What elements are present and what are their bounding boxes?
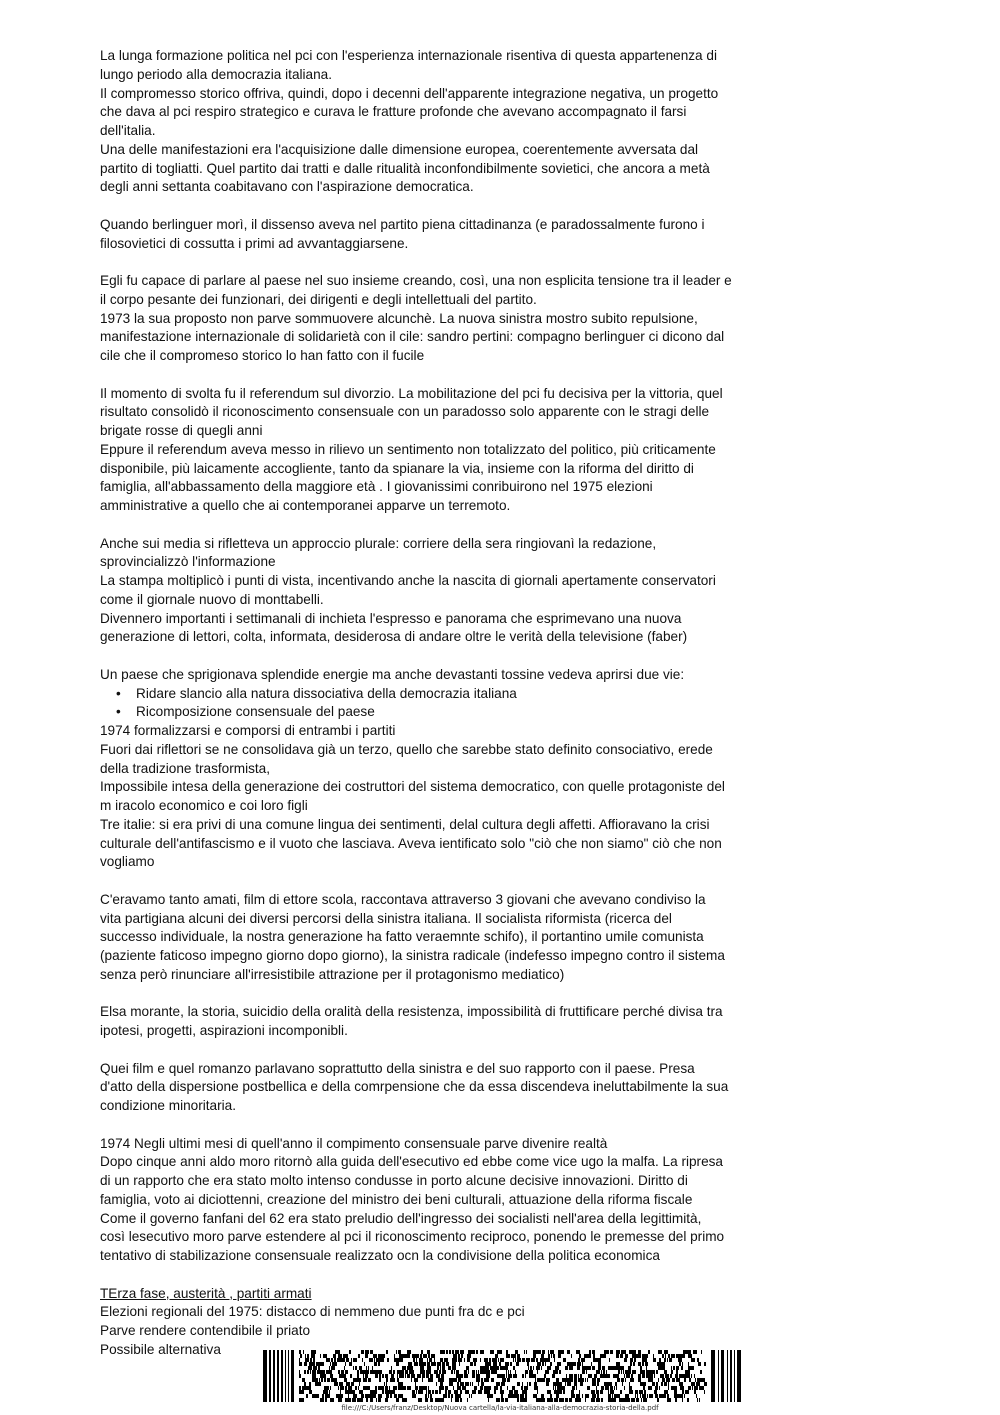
text-line: cile che il compromeso storico lo han fatto con il fucile [100,348,425,363]
text-line: Dopo cinque anni aldo moro ritornò alla guida dell'esecutivo ed ebbe come vice ugo la malfa. La ripresa [100,1154,723,1170]
text-line: sprovincializzò l'informazione [100,554,276,570]
text-line: (paziente faticoso impegno giorno dopo giorno), la sinistra radicale (indefesso impegno contro il sistema [100,948,725,963]
text-line: La lunga formazione politica nel pci con l'esperienza internazionale risentiva di questa appartenenza di [100,48,717,63]
paragraph [100,1003,755,1041]
text-line: successo individuale, la nostra generazione ha fatto veraemnte schifo), il portantino umile comunista [100,929,704,945]
text-line: il corpo pesante dei funzionari, dei dirigenti e degli intellettuali del partito. [100,291,537,307]
text-line: Egli fu capace di parlare al paese nel suo insieme creando, così, una non esplicita tensione tra il leader e [100,273,732,288]
text-line: famiglia, all'abbassamento della maggiore età . I giovanissimi conribuirono nel 1975 elezioni [100,479,653,495]
text-line: come il giornale nuovo di monttabelli. [100,591,324,607]
text-line: Elezioni regionali del 1975: distacco di nemmeno due punti fra dc e pci [100,1304,525,1320]
text-line: famiglia, voto ai diciottenni, creazione del ministro dei beni culturali, attuazione della riforma fiscale [100,1191,693,1207]
text-line: Il compromesso storico offriva, quindi, dopo i decenni dell'apparente integrazione negativa, un progetto [100,85,719,101]
text-line: degli anni settanta coabitavano con l'aspirazione democratica. [100,179,474,195]
text-line: risultato consolidò il riconoscimento consensuale con un paradosso solo apparente con le stragi delle [100,404,710,420]
text-line: partito di togliatti. Quel partito dai tratti e dalle ritualità inconfondibilmente sovietici, che ancora a metà [100,160,710,176]
paragraph [100,47,755,197]
footer-file-path: file:///C:/Users/franz/Desktop/Nuova cartella/la-via-italiana-alla-democrazia-storia-della.pdf [341,1404,659,1412]
text-line: Parve rendere contendibile il priato [100,1323,311,1338]
text-line: amministrative a quello che ai contemporanei apparve un terremoto. [100,498,511,513]
text-line: Quei film e quel romanzo parlavano soprattutto della sinistra e del suo rapporto con il paese. Presa [100,1060,695,1076]
text-line: Possibile alternativa [100,1341,221,1357]
text-line: dell'italia. [100,123,156,138]
text-line: ipotesi, progetti, aspirazioni incomponibli. [100,1023,348,1038]
text-line: culturale dell'antifascismo e il vuoto che lasciava. Aveva ientificato solo "ciò che non siamo" ciò che non [100,835,722,851]
text-line: Impossibile intesa della generazione dei costruttori del sistema democratico, con quelle protagoniste del [100,779,725,795]
paragraph [100,1135,755,1266]
text-line: 1973 la sua proposto non parve sommuovere alcunchè. La nuova sinistra mostro subito repulsione, [100,310,698,326]
text-line: brigate rosse di quegli anni [100,423,263,438]
text-line: vogliamo [100,854,155,870]
text-line: Come il governo fanfani del 62 era stato preludio dell'ingresso dei socialisti nell'area della legittimità, [100,1210,702,1226]
text-line: che dava al pci respiro strategico e curava le fratture profonde che avevano accompagnato il farsi [100,104,687,120]
text-line: senza però rinunciare all'irresistibile attrazione per il protagonismo mediatico) [100,966,565,982]
text-line: Anche sui media si rifletteva un approccio plurale: corriere della sera ringiovanì la redazione, [100,535,657,551]
document-body [100,47,755,1360]
text-line: Elsa morante, la storia, suicidio della oralità della resistenza, impossibilità di fruttificare perché divisa tra [100,1004,723,1020]
bullet-item: • Ridare slancio alla natura dissociativa della democrazia italiana [100,685,755,704]
text-line: lungo periodo alla democrazia italiana. [100,66,332,82]
section [100,1285,755,1360]
text-line: 1974 formalizzarsi e comporsi di entrambi i partiti [100,723,396,738]
paragraph [100,1060,755,1116]
text-line: 1974 Negli ultimi mesi di quell'anno il compimento consensuale parve divenire realtà [100,1135,608,1151]
text-line: Fuori dai riflettori se ne consolidava già un terzo, quello che sarebbe stato definito consociativo, erede [100,741,713,757]
text-line: tentativo di stabilizazione consensuale realizzato ocn la condivisione della politica economica [100,1248,660,1263]
text-line: così lesecutivo moro parve estendere al pci il riconoscimento reciproco, ponendo le premesse del primo [100,1229,725,1245]
paragraph [100,535,755,648]
text-line: di un rapporto che era stato molto intenso condusse in porto alcune decisive innovazioni. Diritto di [100,1173,688,1188]
text-line: disponibile, più laicamente accogliente, tanto da spianare la via, insieme con la riforma del diritto di [100,460,694,476]
paragraph [100,666,755,872]
text-line: La stampa moltiplicò i punti di vista, incentivando anche la nascita di giornali apertamente conservatori [100,573,716,588]
text-line: Divennero importanti i settimanali di inchieta l'espresso e panorama che esprimevano una nuova [100,610,682,626]
text-line: della tradizione trasformista, [100,760,270,776]
paragraph [100,385,755,516]
text-line: manifestazione internazionale di solidarietà con il cile: sandro pertini: compagno berlinguer ci dicono dal [100,329,725,345]
text-line: filosovietici di cossutta i primi ad avvantaggiarsene. [100,235,409,251]
text-line: Una delle manifestazioni era l'acquisizione dalle dimensione europea, coerentemente avversata dal [100,141,699,157]
text-line: C'eravamo tanto amati, film di ettore scola, raccontava attraverso 3 giovani che avevano condiviso la [100,891,706,907]
text-line: m iracolo economico e coi loro figli [100,798,308,813]
text-line: d'atto della dispersione postbellica e della comrpensione che da essa discendeva ineluttabilmente la sua [100,1079,729,1095]
section-heading: TErza fase, austerità , partiti armati [100,1285,312,1301]
text-line: Un paese che sprigionava splendide energie ma anche devastanti tossine vedeva aprirsi due vie: [100,666,685,682]
text-line: generazione di lettori, colta, informata, desiderosa di andare oltre le verità della televisione (faber) [100,629,688,645]
paragraph [100,216,755,254]
bullet-item: • Ricomposizione consensuale del paese [100,703,755,722]
paragraph [100,891,755,985]
text-line: vita partigiana alcuni dei diversi percorsi della sinistra italiana. Il socialista riformista (ricerca del [100,910,672,926]
paragraph [100,272,755,366]
text-line: condizione minoritaria. [100,1098,237,1113]
text-line: Il momento di svolta fu il referendum sul divorzio. La mobilitazione del pci fu decisiva per la vittoria, quel [100,385,723,401]
text-line: Eppure il referendum aveva messo in rilievo un sentimento non totalizzato del politico, più criticamente [100,441,716,457]
text-line: Quando berlinguer morì, il dissenso aveva nel partito piena cittadinanza (e paradossalmente furono i [100,216,705,232]
pdf417-barcode-icon [263,1350,741,1402]
text-line: Tre italie: si era privi di una comune lingua dei sentimenti, delal cultura degli affetti. Affioravano la crisi [100,816,710,832]
